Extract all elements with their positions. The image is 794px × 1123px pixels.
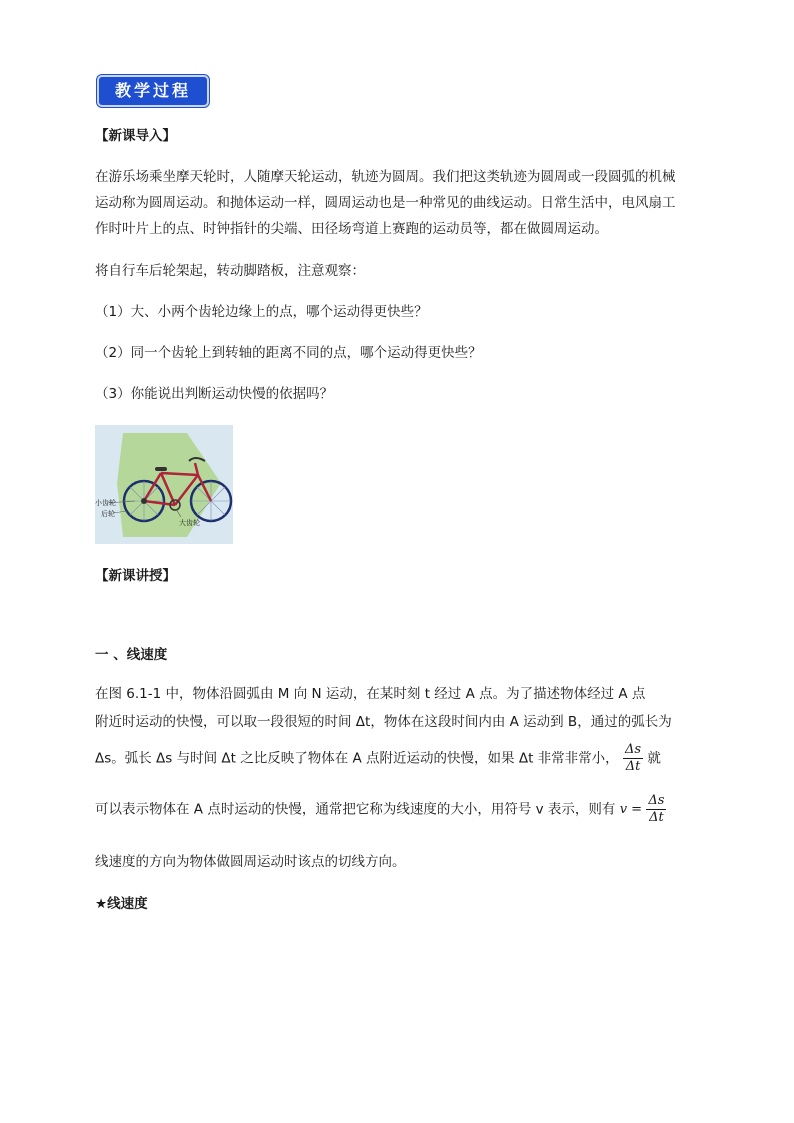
section-badge: 教学过程: [97, 75, 209, 107]
intro-line-2: 运动称为圆周运动。和抛体运动一样，圆周运动也是一种常见的曲线运动。日常生活中，电风扇工: [95, 195, 676, 211]
intro-heading: 【新课导入】: [95, 128, 176, 144]
saddle-icon: [155, 467, 167, 471]
intro-line-3: 作时叶片上的点、时钟指针的尖端、田径场弯道上赛跑的运动员等，都在做圆周运动。: [95, 221, 608, 237]
lv-line-4-row: [95, 793, 705, 826]
bicycle-illustration: [95, 425, 233, 544]
lv-line-3-row: [95, 742, 705, 775]
lv-line-1: 在图 6.1-1 中，物体沿圆弧由 M 向 N 运动，在某时刻 t 经过 A 点。为了描述物体经过 A 点: [95, 686, 646, 702]
question-3: （3）你能说出判断运动快慢的依据吗？: [95, 386, 334, 402]
linear-velocity-paragraph: [95, 681, 705, 735]
label-rear-wheel: 后轮: [101, 510, 115, 518]
intro-paragraph: [95, 164, 705, 242]
formula-numerator: Δs: [648, 793, 665, 808]
intro-line-1: 在游乐场乘坐摩天轮时，人随摩天轮运动，轨迹为圆周。我们把这类轨迹为圆周或一段圆弧的机械: [95, 169, 676, 185]
small-gear-icon: [141, 498, 147, 504]
formula-denominator: Δt: [649, 810, 664, 825]
formula-fraction: [646, 793, 666, 826]
question-1: （1）大、小两个齿轮边缘上的点，哪个运动得更快些？: [95, 304, 428, 320]
formula-v-label: v =: [619, 801, 643, 817]
lv-line-3: Δs。弧长 Δs 与时间 Δt 之比反映了物体在 A 点附近运动的快慢，如果 Δt 非常非常小，: [95, 750, 619, 767]
star-heading: ★线速度: [95, 896, 148, 912]
question-2: （2）同一个齿轮上到转轴的距离不同的点，哪个运动得更快些？: [95, 345, 482, 361]
fraction-denominator: Δt: [625, 759, 641, 774]
section-linear-velocity: 一 、线速度: [95, 647, 168, 663]
lv-line-3-tail: 就: [647, 750, 661, 767]
label-small-gear: 小齿轮: [95, 499, 116, 507]
lv-line-4: 可以表示物体在 A 点时运动的快慢，通常把它称为线速度的大小，用符号 v 表示，则有: [95, 801, 616, 818]
intro-prompt: 将自行车后轮架起，转动脚踏板，注意观察：: [95, 263, 365, 279]
lv-direction: 线速度的方向为物体做圆周运动时该点的切线方向。: [95, 854, 406, 870]
label-big-gear: 大齿轮: [179, 519, 200, 527]
bicycle-figure: [95, 425, 233, 544]
fraction-ds-dt: [623, 742, 643, 775]
lv-line-2: 附近时运动的快慢，可以取一段很短的时间 Δt，物体在这段时间内由 A 运动到 B，通过的弧长为: [95, 714, 672, 730]
lecture-heading: 【新课讲授】: [95, 568, 176, 584]
fraction-numerator: Δs: [624, 742, 642, 757]
